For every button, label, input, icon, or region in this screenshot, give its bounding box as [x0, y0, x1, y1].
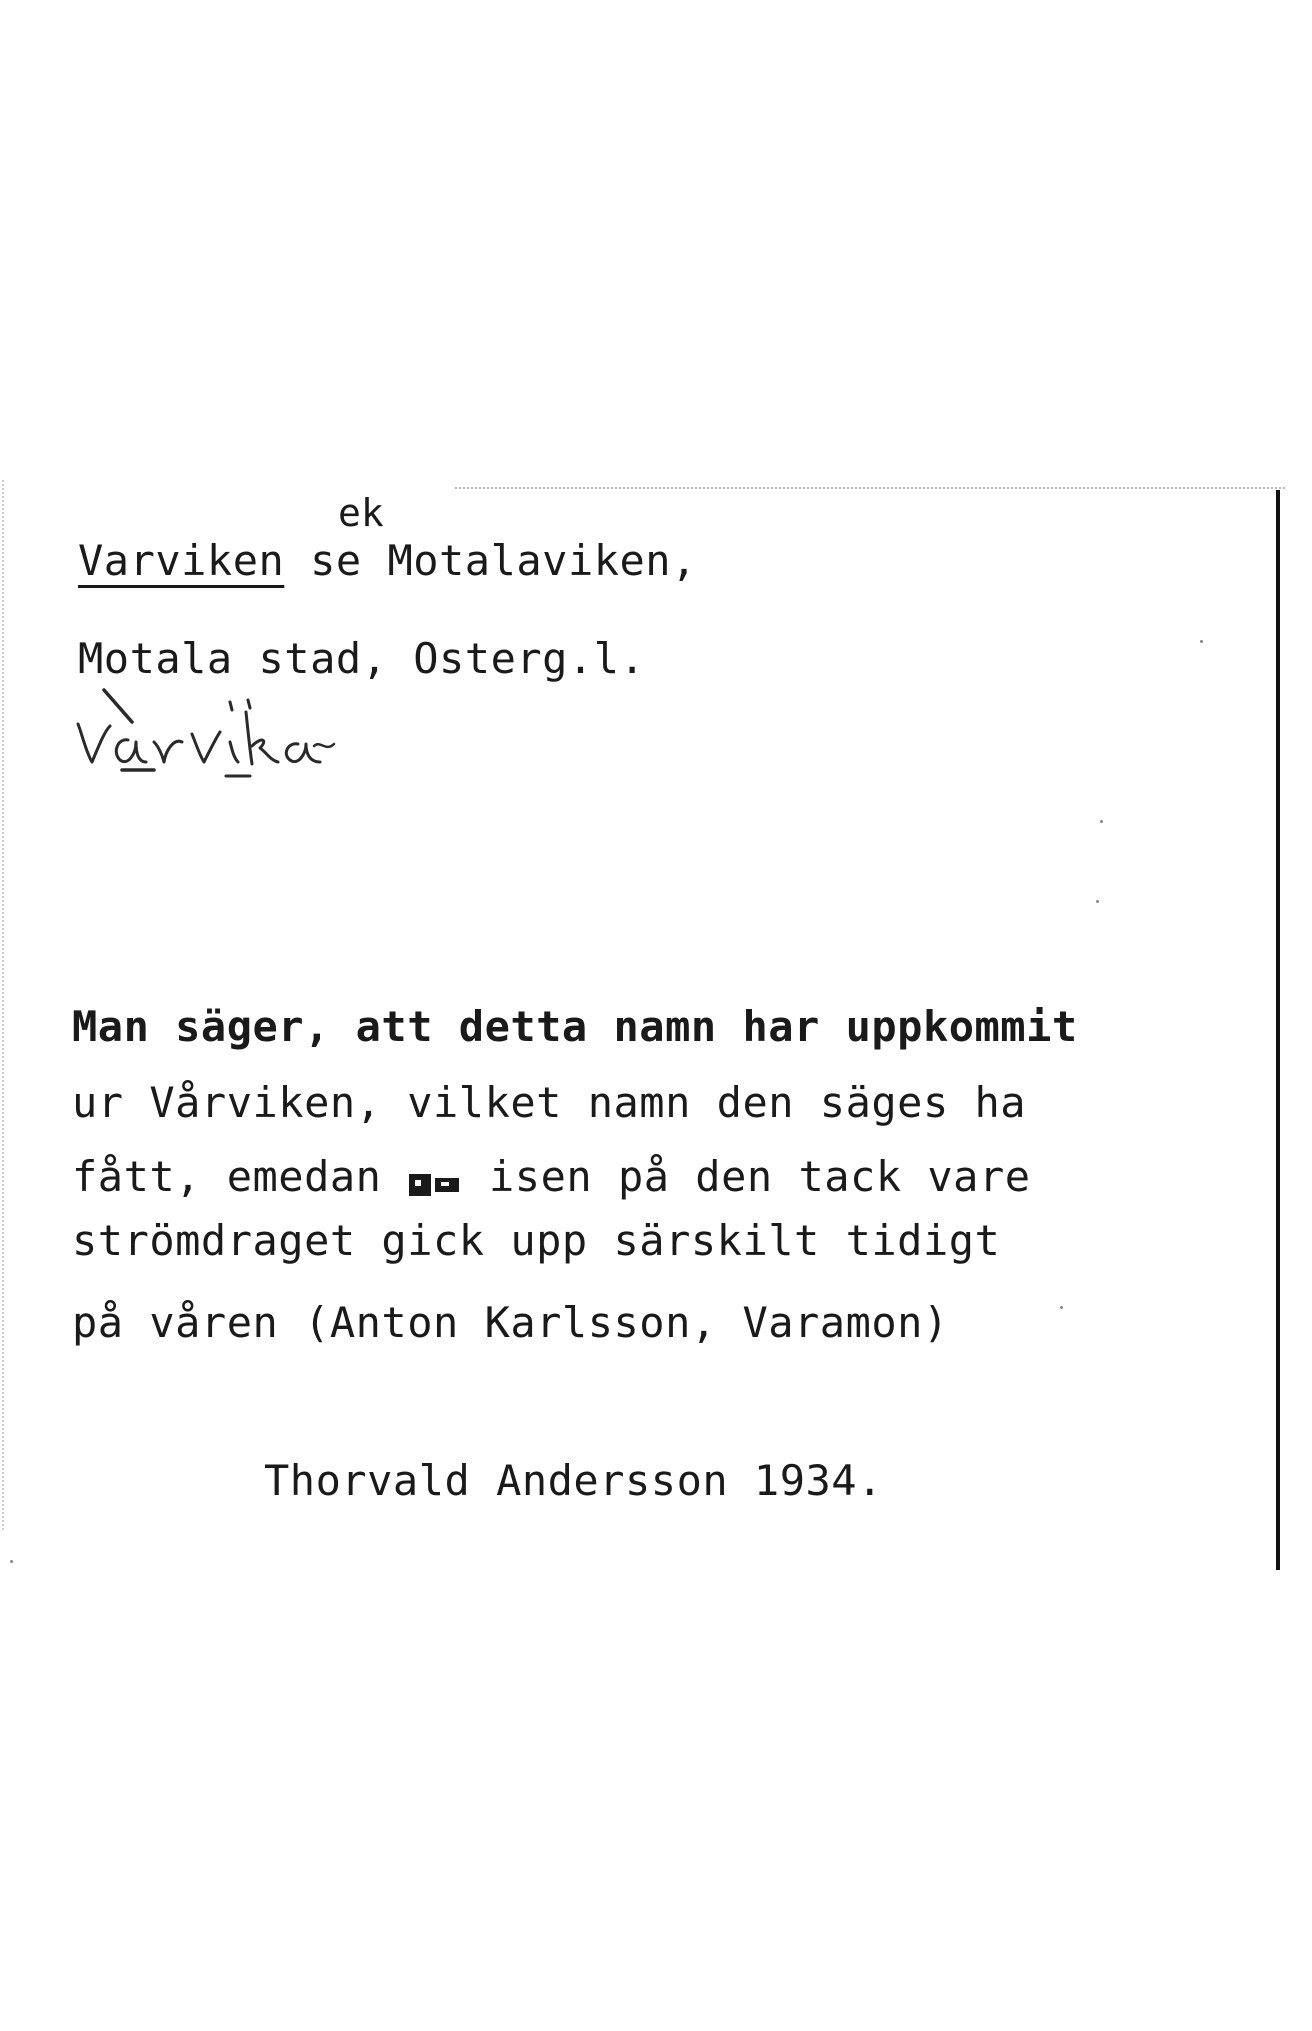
body-line-3-start: fått, emedan: [72, 1152, 382, 1201]
headword-line: [78, 536, 697, 585]
body-line-1: Man säger, att detta namn har uppkommit: [72, 1002, 1078, 1051]
signature: Thorvald Andersson 1934.: [264, 1456, 883, 1505]
body-line-4: strömdraget gick upp särskilt tidigt: [72, 1216, 1001, 1265]
body-line-3: [72, 1152, 1031, 1201]
superscript-correction: ek: [338, 491, 384, 535]
location-line: Motala stad, Osterg.l.: [78, 634, 646, 683]
card-right-edge: [1276, 490, 1280, 1570]
body-line-3-end: isen på den tack vare: [463, 1152, 1031, 1201]
handwritten-form: [70, 682, 440, 792]
cross-reference: se Motalaviken,: [284, 536, 697, 585]
struck-out-text: [407, 1163, 463, 1189]
scan-speck: [1100, 820, 1103, 823]
body-line-5: på våren (Anton Karlsson, Varamon): [72, 1298, 949, 1347]
scan-edge-speckle: [2, 480, 4, 1530]
headword: Varviken: [78, 536, 285, 585]
scan-speck: [1060, 1306, 1063, 1309]
scan-speck: [10, 1560, 13, 1563]
scan-speck: [1200, 640, 1203, 643]
scan-speck: [1096, 900, 1099, 903]
body-line-2: ur Vårviken, vilket namn den säges ha: [72, 1078, 1027, 1127]
card-top-edge: [455, 487, 1285, 489]
